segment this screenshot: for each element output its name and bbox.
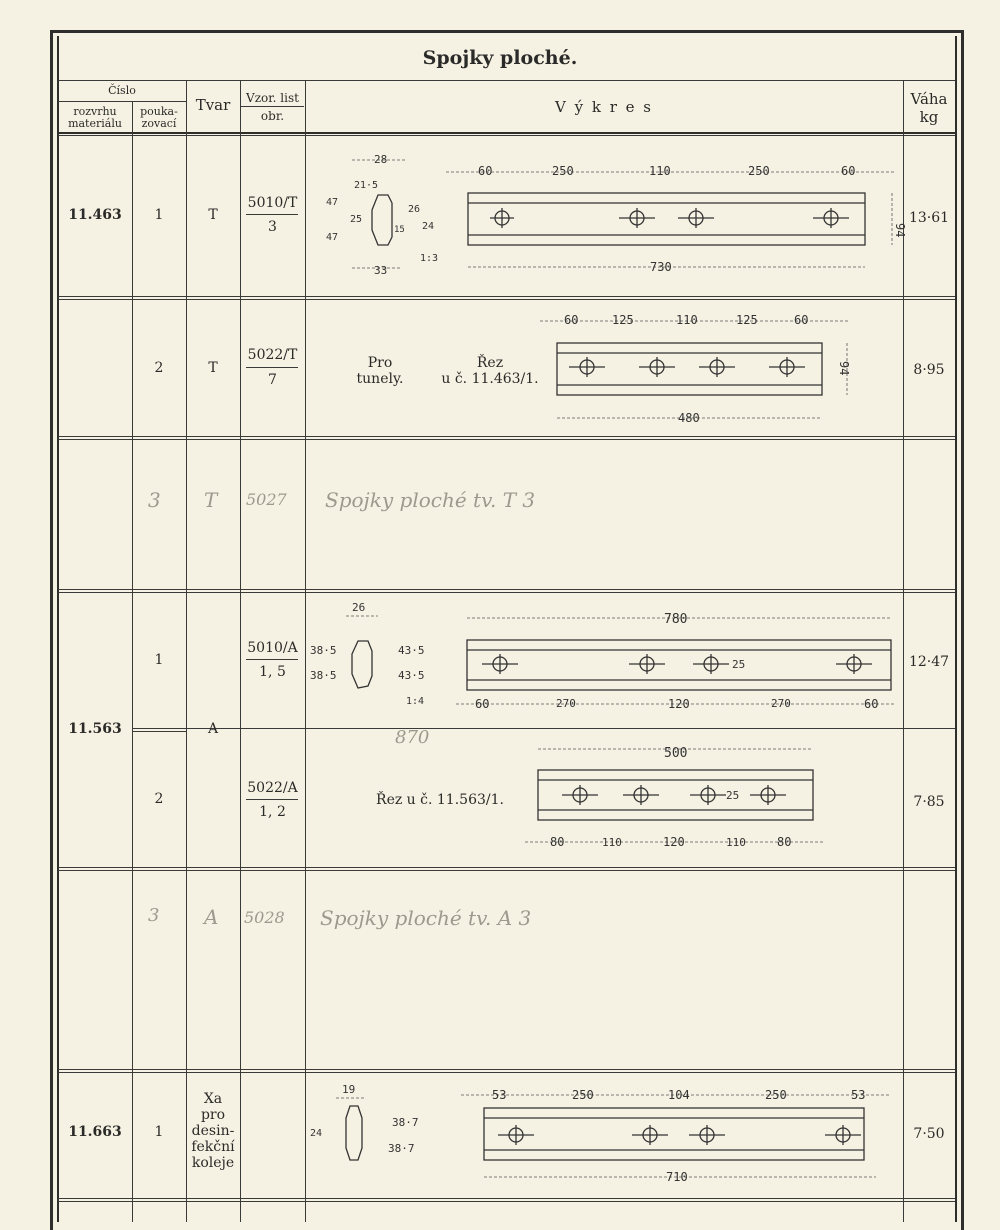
row-sep-4b: [132, 731, 186, 732]
cislo-divider: [58, 101, 186, 102]
row4-fig: 1, 5: [259, 664, 286, 680]
row7-sec-r1: 38·7: [392, 1116, 419, 1129]
row3-shape: T: [204, 488, 218, 512]
frame-inner-right: [955, 36, 957, 1222]
row2-sheet-line: [246, 367, 298, 368]
row7-shape: [186, 1091, 240, 1171]
row7-weight: 7·50: [913, 1126, 945, 1142]
row2-weight: 8·95: [913, 362, 945, 378]
header-pouka: pouka-: [140, 105, 178, 118]
row7-shape-line-1: Xa: [203, 1091, 223, 1107]
row4-sec-r1: 43·5: [398, 644, 425, 657]
row-sep-3: [58, 589, 955, 590]
row2-dim-1: 60: [564, 313, 579, 327]
row5-drawing: [520, 738, 830, 863]
row-sep-1b: [58, 299, 955, 300]
col-line-5: [903, 80, 904, 1222]
row6-handwritten: Spojky ploché tv. A 3: [320, 906, 532, 930]
row5-dim-4: 110: [726, 836, 746, 849]
row1-sec-r2: 24: [422, 221, 435, 232]
row7-section: [346, 1106, 362, 1160]
row4-dim-5: 60: [864, 697, 879, 711]
row-sep-7: [58, 1198, 955, 1199]
row5-number: 2: [154, 791, 164, 807]
row1-dim-2: 250: [552, 164, 574, 178]
row1-sec-top: 28: [374, 153, 388, 166]
row4-hand-note: 870: [395, 727, 430, 748]
row-sep-4: [132, 728, 955, 729]
row2-note2b: u č. 11.463/1.: [441, 371, 539, 387]
row6-shape: A: [204, 905, 219, 929]
row1-length: 730: [650, 260, 672, 274]
col-line-2: [186, 80, 187, 1222]
row7-sec-top: 19: [342, 1083, 356, 1096]
row4-length: 780: [664, 612, 688, 627]
row1-sec-l1: 47: [326, 197, 339, 208]
row7-sec-l: 24: [310, 1128, 323, 1139]
row2-note1a: Pro: [367, 355, 393, 371]
row4-sheet-line: [246, 659, 298, 660]
row7-plate: [484, 1108, 864, 1160]
row7-dim-1: 53: [492, 1088, 507, 1102]
header-top-line: [58, 80, 955, 81]
row7-dim-4: 250: [765, 1088, 787, 1102]
row4-shape: A: [207, 721, 219, 737]
row4-dim-3: 120: [668, 697, 690, 711]
row1-sec-mid: 25: [350, 214, 363, 225]
header-bottom-line: [58, 132, 955, 134]
row1-dim-1: 60: [478, 164, 493, 178]
row7-shape-line-4: fekční: [191, 1139, 235, 1155]
row6-sheet: 5028: [244, 908, 285, 927]
row2-plate: [557, 343, 822, 395]
header-vzor-list: Vzor. list: [246, 91, 299, 105]
row1-sec-bottom: 33: [374, 264, 388, 277]
row7-dim-2: 250: [572, 1088, 594, 1102]
row1-dim-4: 250: [748, 164, 770, 178]
row-sep-2b: [58, 439, 955, 440]
row1-section: [372, 195, 392, 245]
row5-dim-3: 120: [663, 835, 685, 849]
row4-sec-l2: 38·5: [310, 669, 337, 682]
row-sep-6: [58, 1069, 955, 1070]
row5-fig: 1, 2: [259, 804, 286, 820]
row4-number: 1: [154, 652, 164, 668]
row7-shape-line-2: pro: [200, 1107, 226, 1123]
row7-dim-5: 53: [851, 1088, 866, 1102]
row1-sheet: 5010/T: [247, 195, 298, 211]
row1-sec-slope: 1:3: [420, 253, 439, 264]
header-obr: obr.: [260, 109, 285, 123]
row4-sec-l1: 38·5: [310, 644, 337, 657]
page-title: Spojky ploché.: [422, 47, 578, 69]
row5-length: 500: [664, 746, 688, 761]
row1-drawing: [306, 140, 907, 295]
row1-sec-top2: 21·5: [354, 180, 379, 191]
row-sep-7b: [58, 1201, 955, 1202]
row5-note: Řez u č. 11.563/1.: [376, 792, 504, 808]
row5-dim-2: 110: [602, 836, 622, 849]
header-cislo: Číslo: [108, 84, 136, 97]
row2-note2a: Řez: [476, 355, 504, 371]
row5-dim-5: 80: [777, 835, 792, 849]
row1-shape: T: [208, 207, 218, 223]
row1-dim-5: 60: [841, 164, 856, 178]
row7-length: 710: [666, 1170, 688, 1184]
header-vykres: V ý k r e s: [555, 98, 653, 116]
row3-number: 3: [148, 488, 161, 512]
row7-shape-line-5: koleje: [191, 1155, 235, 1171]
row2-drawing: [540, 305, 860, 430]
row1-height: 94: [893, 223, 907, 238]
row7-number: 1: [154, 1124, 164, 1140]
row4-holes: [482, 654, 872, 674]
row7-drawing: [306, 1076, 902, 1194]
row2-sheet: 5022/T: [247, 347, 298, 363]
row2-fig: 7: [268, 372, 277, 388]
row2-number: 2: [154, 360, 164, 376]
row4-drawing: [306, 596, 902, 726]
header-materialu: materiálu: [68, 117, 122, 130]
row6-number: 3: [148, 905, 160, 926]
row2-holes: [569, 357, 805, 377]
row7-material: 11.663: [68, 1124, 122, 1140]
header-kg: kg: [919, 108, 939, 126]
header-bottom-line-2: [58, 135, 955, 136]
row2-dim-4: 125: [736, 313, 758, 327]
row-sep-3b: [58, 592, 955, 593]
row4-sec-slope: 1:4: [406, 696, 425, 707]
row7-sec-r2: 38·7: [388, 1142, 415, 1155]
row1-sheet-line: [246, 214, 298, 215]
row2-dim-2: 125: [612, 313, 634, 327]
row7-shape-line-3: desin-: [191, 1123, 235, 1139]
row1-fig: 3: [268, 219, 277, 235]
row4-gap: 25: [732, 658, 746, 671]
row4-section: [352, 641, 372, 688]
header-zovaci: zovací: [141, 117, 177, 130]
row1-material: 11.463: [68, 207, 122, 223]
row5-gap: 25: [726, 789, 740, 802]
row1-weight: 13·61: [908, 210, 950, 226]
row3-handwritten: Spojky ploché tv. T 3: [325, 488, 536, 512]
row5-sheet: 5022/A: [247, 780, 298, 796]
row5-weight: 7·85: [913, 794, 945, 810]
row-sep-6b: [58, 1072, 955, 1073]
row-sep-5b: [58, 870, 955, 871]
header-rozvrhu: rozvrhu: [73, 105, 117, 118]
row7-dim-3: 104: [668, 1088, 690, 1102]
header-vaha: Váha: [910, 90, 948, 108]
row-sep-5: [58, 867, 955, 868]
row4-sec-r2: 43·5: [398, 669, 425, 682]
row2-shape: T: [208, 360, 218, 376]
row2-height: 94: [837, 361, 851, 376]
row3-sheet: 5027: [246, 490, 287, 509]
row4-material: 11.563: [68, 721, 122, 737]
row2-length: 480: [678, 411, 700, 425]
row4-dim-4: 270: [771, 697, 791, 710]
row5-dim-1: 80: [550, 835, 565, 849]
row7-holes: [498, 1125, 861, 1145]
row2-dim-3: 110: [676, 313, 698, 327]
row2-dim-5: 60: [794, 313, 809, 327]
row1-number: 1: [154, 207, 164, 223]
row4-dim-2: 270: [556, 697, 576, 710]
row4-dim-1: 60: [475, 697, 490, 711]
row1-dim-3: 110: [649, 164, 671, 178]
row4-sheet: 5010/A: [247, 640, 298, 656]
row2-note1b: tunely.: [356, 371, 404, 387]
row1-plate: [468, 193, 865, 245]
row-sep-1: [58, 296, 955, 297]
row5-sheet-line: [246, 799, 298, 800]
row1-sec-r3: 15: [394, 225, 405, 235]
row4-weight: 12·47: [908, 654, 950, 670]
vzor-divider: [240, 106, 304, 107]
row1-sec-r1: 26: [408, 204, 421, 215]
row4-sec-top: 26: [352, 601, 366, 614]
row5-holes: [562, 785, 786, 805]
row1-holes: [490, 208, 849, 228]
row1-sec-l2: 47: [326, 232, 339, 243]
row-sep-2: [58, 436, 955, 437]
row4-plate: [467, 640, 891, 690]
header-tvar: Tvar: [195, 96, 231, 114]
